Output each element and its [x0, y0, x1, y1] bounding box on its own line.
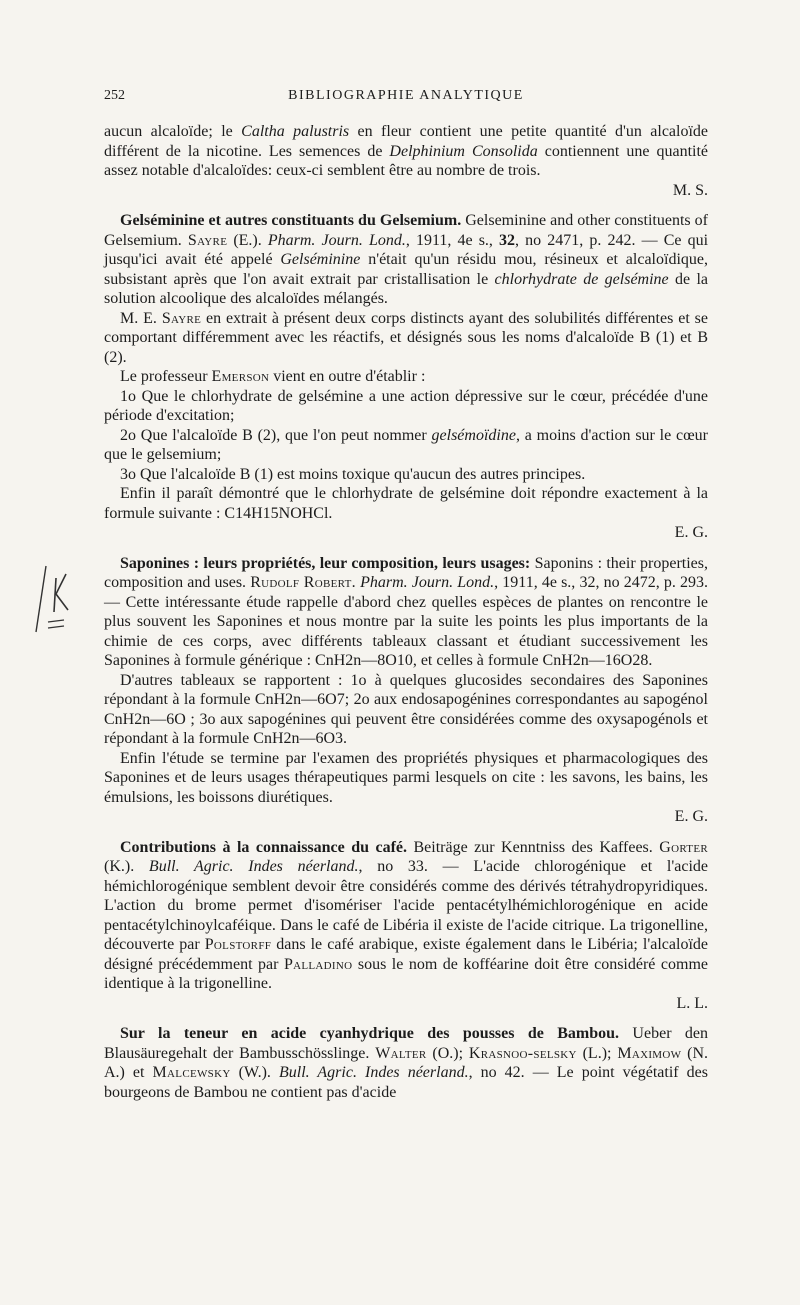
signature: L. L.: [676, 994, 708, 1012]
text-run: sous le nom de kofféarine doit être considéré comme identique à la trigonelline.: [104, 955, 708, 992]
article-paragraph: D'autres tableaux se rapportent : 1o à quelques glucosides secondaires des Saponines répondant à la formule CnH2n—6O7; 2o aux endosapogénines correspondantes au sapogénol CnH2n—6O ; 3o aux sapogénines qui peuvent être considérées comme des oxysapogénols et répondant à la formule CnH2n—6O3.: [104, 671, 708, 747]
article-gelseminine: [104, 211, 708, 543]
running-head: [104, 88, 708, 110]
article-title: Sur la teneur en acide cyanhydrique des pousses de Bambou.: [120, 1025, 620, 1042]
article-paragraph: [104, 367, 708, 387]
text-run: contiennent une quantité assez notable d'alcaloïdes: ceux-ci semblent être au nombre de trois.: [104, 142, 709, 179]
text-run: dans le café arabique, existe également dans le Libéria; l'alcaloïde désigné précédemment par: [104, 936, 709, 973]
text-run: , 1911, 4e s., 32, no 2472, p. 293. — Cette intéressante étude rappelle d'abord chez quelles espèces de plantes on rencontre le plus souvent les Saponines et nous montre par la suite les points les plus importants de la chimie de ces corps, avec différents tableaux classant et étudiant successivement les Saponines à formule générique : CnH2n—8O10, et celles à formule CnH2n—16O28.: [104, 574, 708, 669]
article-title: Gelséminine et autres constituants du Gelsemium.: [120, 212, 462, 229]
author-name: Maximow: [617, 1044, 682, 1062]
page-number: 252: [104, 88, 125, 103]
author-name: Emerson: [211, 368, 270, 385]
term: gelsémoïdine: [431, 426, 516, 444]
running-title: BIBLIOGRAPHIE ANALYTIQUE: [288, 88, 524, 103]
numbered-item: [104, 426, 708, 465]
text-run: , a moins d'action sur le cœur que le gelsemium;: [104, 426, 708, 463]
author-name: Malcewsky: [152, 1064, 231, 1081]
article-paragraph: [104, 749, 708, 827]
species-name: Caltha palustris: [241, 123, 350, 140]
author-name: Sayre: [187, 231, 228, 249]
text-run: n'était qu'un résidu mou, résineux et alcaloïdique, subsistant après que l'on avait extrait par cristallisation le: [104, 251, 708, 288]
author-name: Gorter: [659, 838, 708, 856]
article-paragraph: [104, 838, 708, 1014]
text-run: Le professeur: [120, 368, 212, 385]
author-name: Palladino: [283, 955, 353, 973]
text-run: Saponins : their properties, composition and uses.: [104, 554, 708, 591]
author-name: Walter: [375, 1044, 427, 1062]
author-name: Polstorff: [204, 936, 272, 953]
signature: E. G.: [674, 524, 708, 541]
text-run: M. E.: [120, 309, 162, 327]
text-run: aucun alcaloïde; le: [104, 123, 242, 140]
volume-number: 32: [499, 231, 516, 249]
text-run: Gelseminine and other constituents of Gelsemium.: [104, 212, 709, 249]
text-run: (L.);: [576, 1044, 618, 1062]
text-run: Ueber den Blausäuregehalt der Bambusschösslinge.: [104, 1025, 709, 1062]
text-run: , no 42. — Le point végétatif des bourgeons de Bambou ne contient pas d'acide: [104, 1064, 708, 1101]
signature: M. S.: [672, 181, 708, 199]
term: Gelséminine: [280, 251, 361, 268]
journal-name: Bull. Agric. Indes néerland.: [278, 1064, 469, 1081]
author-name: Rudolf Robert.: [250, 574, 356, 591]
article-saponines: [104, 554, 708, 827]
text-run: Enfin l'étude se termine par l'examen des propriétés physiques et pharmacologiques des Saponines et de leurs usages thérapeutiques parmi lesquels on cite : les savons, les bains, les émulsions, les boissons diurétiques.: [104, 749, 708, 806]
article-paragraph: [104, 1024, 708, 1102]
text-run: , 1911, 4e s.,: [405, 231, 500, 249]
article-title: Contributions à la connaissance du café.: [120, 838, 408, 856]
text-run: (E.).: [227, 231, 268, 249]
page-body: [104, 122, 708, 1102]
text-run: (N. A.) et: [104, 1044, 709, 1081]
text-run: en fleur contient une petite quantité d'un alcaloïde différent de la nicotine. Les semences de: [104, 123, 709, 160]
text-run: en extrait à présent deux corps distincts ayant des solubilités différentes et se comportant différemment avec les réactifs, et désignés sous les noms d'alcaloïde B (1) et B (2).: [104, 309, 709, 366]
numbered-item: 1o Que le chlorhydrate de gelsémine a une action dépressive sur le cœur, précédée d'une période d'excitation;: [104, 387, 708, 424]
text-run: (O.);: [426, 1044, 469, 1062]
journal-name: Pharm. Journ. Lond.: [267, 231, 406, 249]
article-bambou: [104, 1024, 708, 1102]
text-run: Enfin il paraît démontré que le chlorhydrate de gelsémine doit répondre exactement à la formule suivante : C14H15NOHCl.: [104, 485, 708, 522]
author-name: Krasnoo-selsky: [468, 1044, 577, 1062]
article-title: Saponines : leurs propriétés, leur composition, leurs usages:: [120, 554, 531, 572]
numbered-item: 3o Que l'alcaloïde B (1) est moins toxique qu'aucun des autres principes.: [120, 465, 586, 483]
article-paragraph: [104, 309, 708, 368]
text-run: (W.).: [230, 1064, 279, 1081]
text-run: vient en outre d'établir :: [269, 368, 426, 385]
article-paragraph: [104, 554, 708, 671]
handwritten-mark-icon: [26, 560, 76, 640]
text-run: (K.).: [104, 858, 149, 875]
term: chlorhydrate de gelsémine: [494, 270, 669, 288]
species-name: Delphinium Consolida: [389, 142, 538, 160]
text-run: , no 2471, p. 242. — Ce qui jusqu'ici avait été appelé: [104, 231, 709, 268]
article-continuation: [104, 122, 708, 200]
article-paragraph: [104, 211, 708, 309]
article-cafe: [104, 838, 708, 1014]
text-run: Beiträge zur Kenntniss des Kaffees.: [407, 838, 660, 856]
journal-name: Pharm. Journ. Lond.: [360, 574, 495, 591]
signature: E. G.: [674, 808, 708, 825]
margin-annotation: [26, 560, 76, 640]
journal-name: Bull. Agric. Indes néerland.: [148, 858, 359, 875]
article-paragraph: [104, 484, 708, 543]
text-run: 2o Que l'alcaloïde B (2), que l'on peut nommer: [120, 426, 432, 444]
text-run: de la solution alcoolique des alcaloïdes mélangés.: [104, 270, 708, 307]
text-run: , no 33. — L'acide chlorogénique et l'acide hémichlorogénique semblent devoir être considérés comme des dérivés tétrahydropyridiques. L'action du brome permet d'isomériser l'acide pentacétylhémichlorogénique en acide pentacétylchinoylcaféique. Dans le café de Libéria il existe de l'acide citrique. La trigonelline, découverte par: [104, 858, 708, 953]
author-name: Sayre: [161, 309, 202, 327]
